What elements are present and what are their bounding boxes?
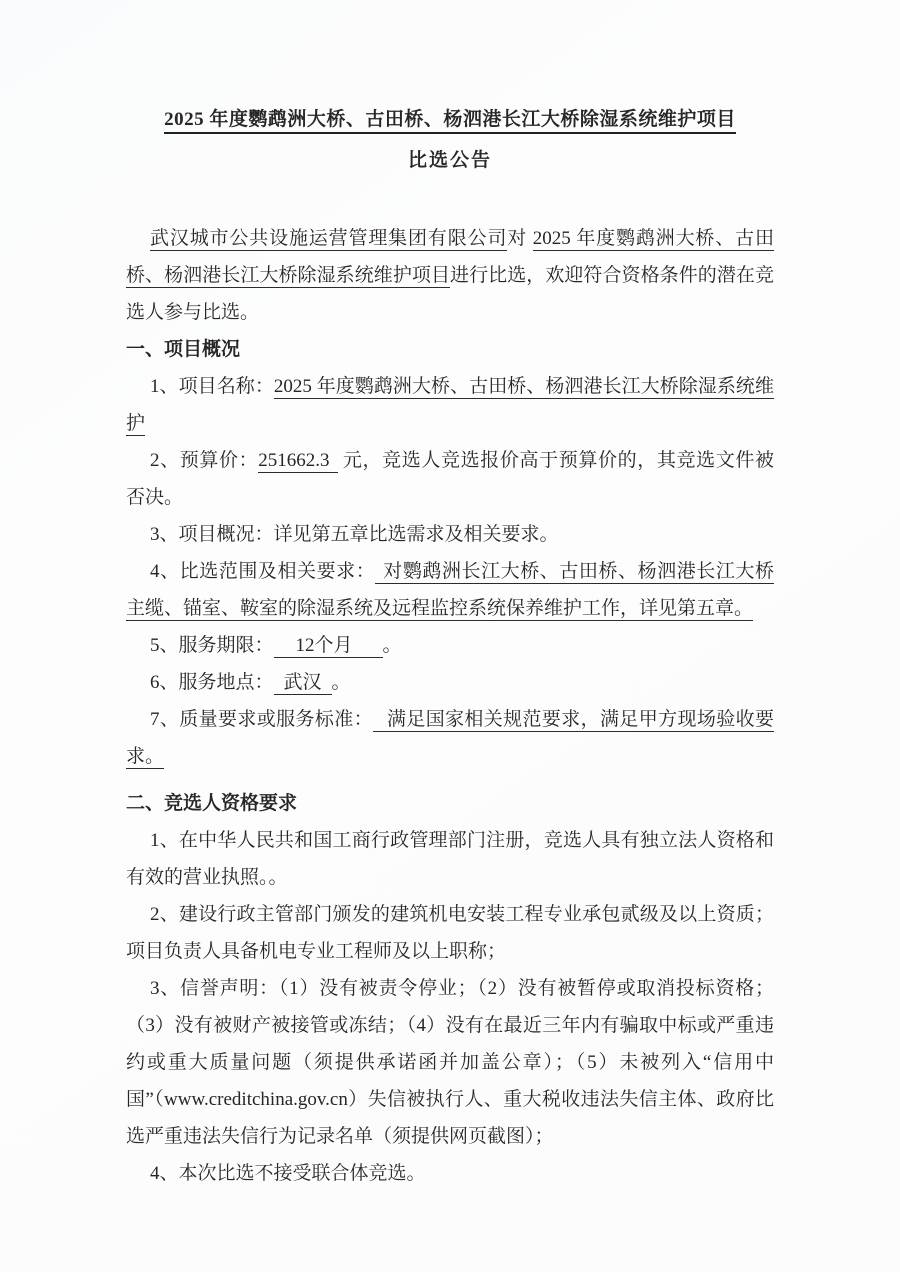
qualification-item-credentials: 2、建设行政主管部门颁发的建筑机电安装工程专业承包贰级及以上资质；项目负责人具备机电专业工程师及以上职称； [126, 904, 774, 962]
item-label: 6、服务地点： [150, 672, 274, 693]
item-label: 5、服务期限： [150, 635, 274, 656]
item-value-underlined: 251662.3 [258, 450, 337, 473]
item-tail: 元，竞选人竞选报价高于预算价的，其竞选文件被否决。 [126, 450, 774, 508]
item-project-overview [126, 516, 774, 553]
item-label: 2、预算价： [150, 450, 259, 471]
item-text: 详见第五章比选需求及相关要求。 [273, 524, 559, 545]
item-label: 7、质量要求或服务标准： [150, 709, 373, 730]
item-label: 3、项目概况： [150, 524, 274, 545]
qualification-item-reputation: 3、信誉声明：（1）没有被责令停业；（2）没有被暂停或取消投标资格；（3）没有被财产被接管或冻结；（4）没有在最近三年内有骗取中标或严重违约或重大质量问题（须提供承诺函并加盖公章）；（5）未被列入“信用中国”（www.creditchina.gov.cn）失信被执行人、重大税收违法失信主体、政府比选严重违法失信行为记录名单（须提供网页截图）； [126, 978, 774, 1147]
item-project-name [126, 368, 774, 442]
document-subtitle: 比选公告 [407, 150, 492, 171]
item-service-period [126, 627, 774, 664]
item-quality-requirement [126, 701, 774, 775]
document-title [126, 104, 774, 136]
intro-project-underlined: 2025 年度鹦鹉洲大桥、古田桥、杨泗港长江大桥除湿系统维护项目 [126, 228, 774, 286]
intro-org-underlined: 武汉城市公共设施运营管理集团有限公司 [150, 228, 508, 249]
intro-connector: 对 [507, 228, 533, 249]
item-value-underlined: 2025 年度鹦鹉洲大桥、古田桥、杨泗港长江大桥除湿系统维护 [126, 376, 774, 434]
item-budget-price [126, 442, 774, 516]
item-label: 4、比选范围及相关要求： [150, 561, 376, 582]
document-body [126, 220, 774, 1192]
item-value-underlined: 满足国家相关规范要求，满足甲方现场验收要求。 [126, 709, 774, 767]
intro-tail: 进行比选，欢迎符合资格条件的潜在竞选人参与比选。 [126, 265, 774, 323]
document-title-text: 2025 年度鹦鹉洲大桥、古田桥、杨泗港长江大桥除湿系统维护项目 [164, 109, 736, 134]
qualification-item-no-consortium: 4、本次比选不接受联合体竞选。 [150, 1163, 426, 1184]
qualification-item-registration: 1、在中华人民共和国工商行政管理部门注册，竞选人具有独立法人资格和有效的营业执照。。 [126, 830, 774, 888]
section2-heading: 二、竞选人资格要求 [126, 793, 298, 814]
item-label: 1、项目名称： [150, 376, 274, 397]
item-value-underlined: 对鹦鹉洲长江大桥、古田桥、杨泗港长江大桥主缆、锚室、鞍室的除湿系统及远程监控系统保养维护工作，详见第五章。 [126, 561, 774, 619]
item-tail: 。 [331, 672, 351, 693]
item-tail: 。 [382, 635, 402, 656]
item-service-location [126, 664, 774, 701]
item-value-underlined: 12个月 [274, 635, 383, 658]
section1-heading: 一、项目概况 [126, 339, 241, 360]
item-scope [126, 553, 774, 627]
item-value-underlined: 武汉 [274, 672, 332, 695]
intro-paragraph [126, 220, 774, 331]
